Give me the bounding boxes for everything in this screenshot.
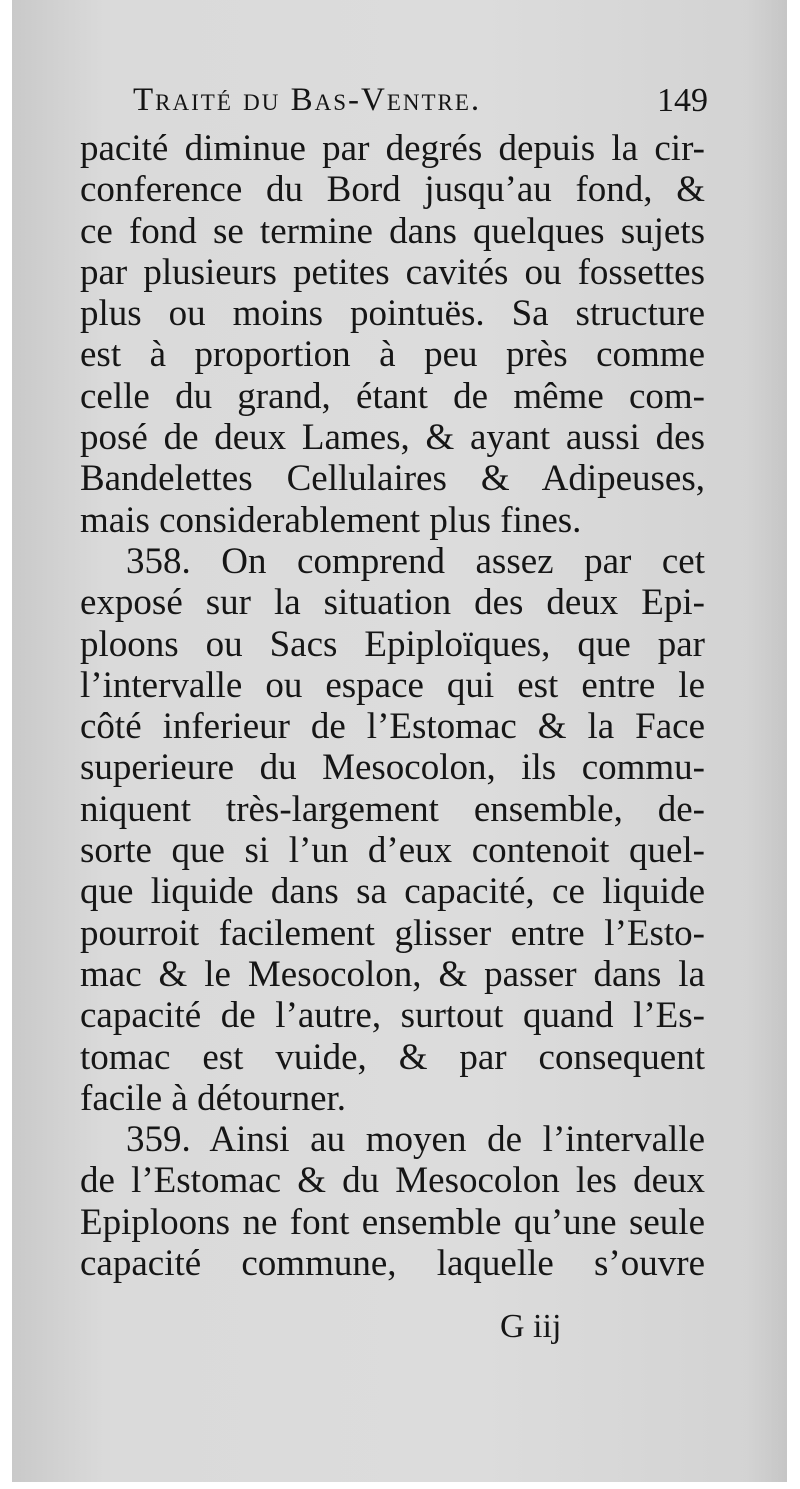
paragraph-359-first-line: 359. Ainsi au moyen de l’intervalle bbox=[126, 1119, 705, 1161]
text-line: mac & le Mesocolon, & passer dans la bbox=[80, 953, 705, 995]
running-head bbox=[133, 82, 708, 132]
page-fold-shadow bbox=[747, 0, 787, 1482]
text-line: Epiploons ne font ensemble qu’une seule bbox=[80, 1201, 705, 1243]
text-line: que liquide dans sa capacité, ce liquide bbox=[80, 871, 705, 913]
text-line: celle du grand, étant de même com- bbox=[80, 375, 705, 417]
running-head-title: Traité du Bas-Ventre. bbox=[133, 82, 482, 118]
text-line: de l’Estomac & du Mesocolon les deux bbox=[80, 1160, 705, 1202]
text-line: capacité de l’autre, surtout quand l’Es- bbox=[80, 995, 705, 1037]
text-line: exposé sur la situation des deux Epi- bbox=[80, 582, 705, 624]
text-line: sorte que si l’un d’eux contenoit quel- bbox=[80, 830, 705, 872]
text-line: tomac est vuide, & par consequent bbox=[80, 1036, 705, 1078]
text-line: ploons ou Sacs Epiploïques, que par bbox=[80, 623, 705, 665]
text-line: capacité commune, laquelle s’ouvre bbox=[80, 1243, 705, 1285]
text-line: par plusieurs petites cavités ou fossettes bbox=[80, 251, 705, 293]
text-line: ce fond se termine dans quelques sujets bbox=[80, 210, 705, 252]
signature-mark: G iij bbox=[500, 1308, 562, 1345]
text-line: niquent très-largement ensemble, de- bbox=[80, 788, 705, 830]
text-line: pacité diminue par degrés depuis la cir- bbox=[80, 128, 705, 169]
text-line: pourroit facilement glisser entre l’Esto- bbox=[80, 912, 705, 954]
text-line: l’intervalle ou espace qui est entre le bbox=[80, 664, 705, 706]
text-line: posé de deux Lames, & ayant aussi des bbox=[80, 417, 705, 459]
text-line: est à proportion à peu près comme bbox=[80, 334, 705, 376]
page-number: 149 bbox=[657, 82, 708, 119]
text-line: facile à détourner. bbox=[80, 1077, 347, 1119]
text-line: plus ou moins pointuës. Sa structure bbox=[80, 293, 705, 335]
text-line: Bandelettes Cellulaires & Adipeuses, bbox=[80, 458, 705, 500]
text-line: superieure du Mesocolon, ils commu- bbox=[80, 747, 705, 789]
text-line: mais considerablement plus fines. bbox=[80, 499, 582, 541]
text-line: conference du Bord jusqu’au fond, & bbox=[80, 169, 705, 211]
paragraph-358-first-line: 358. On comprend assez par cet bbox=[126, 540, 705, 582]
text-line: côté inferieur de l’Estomac & la Face bbox=[80, 706, 705, 748]
body-text bbox=[80, 128, 705, 1284]
